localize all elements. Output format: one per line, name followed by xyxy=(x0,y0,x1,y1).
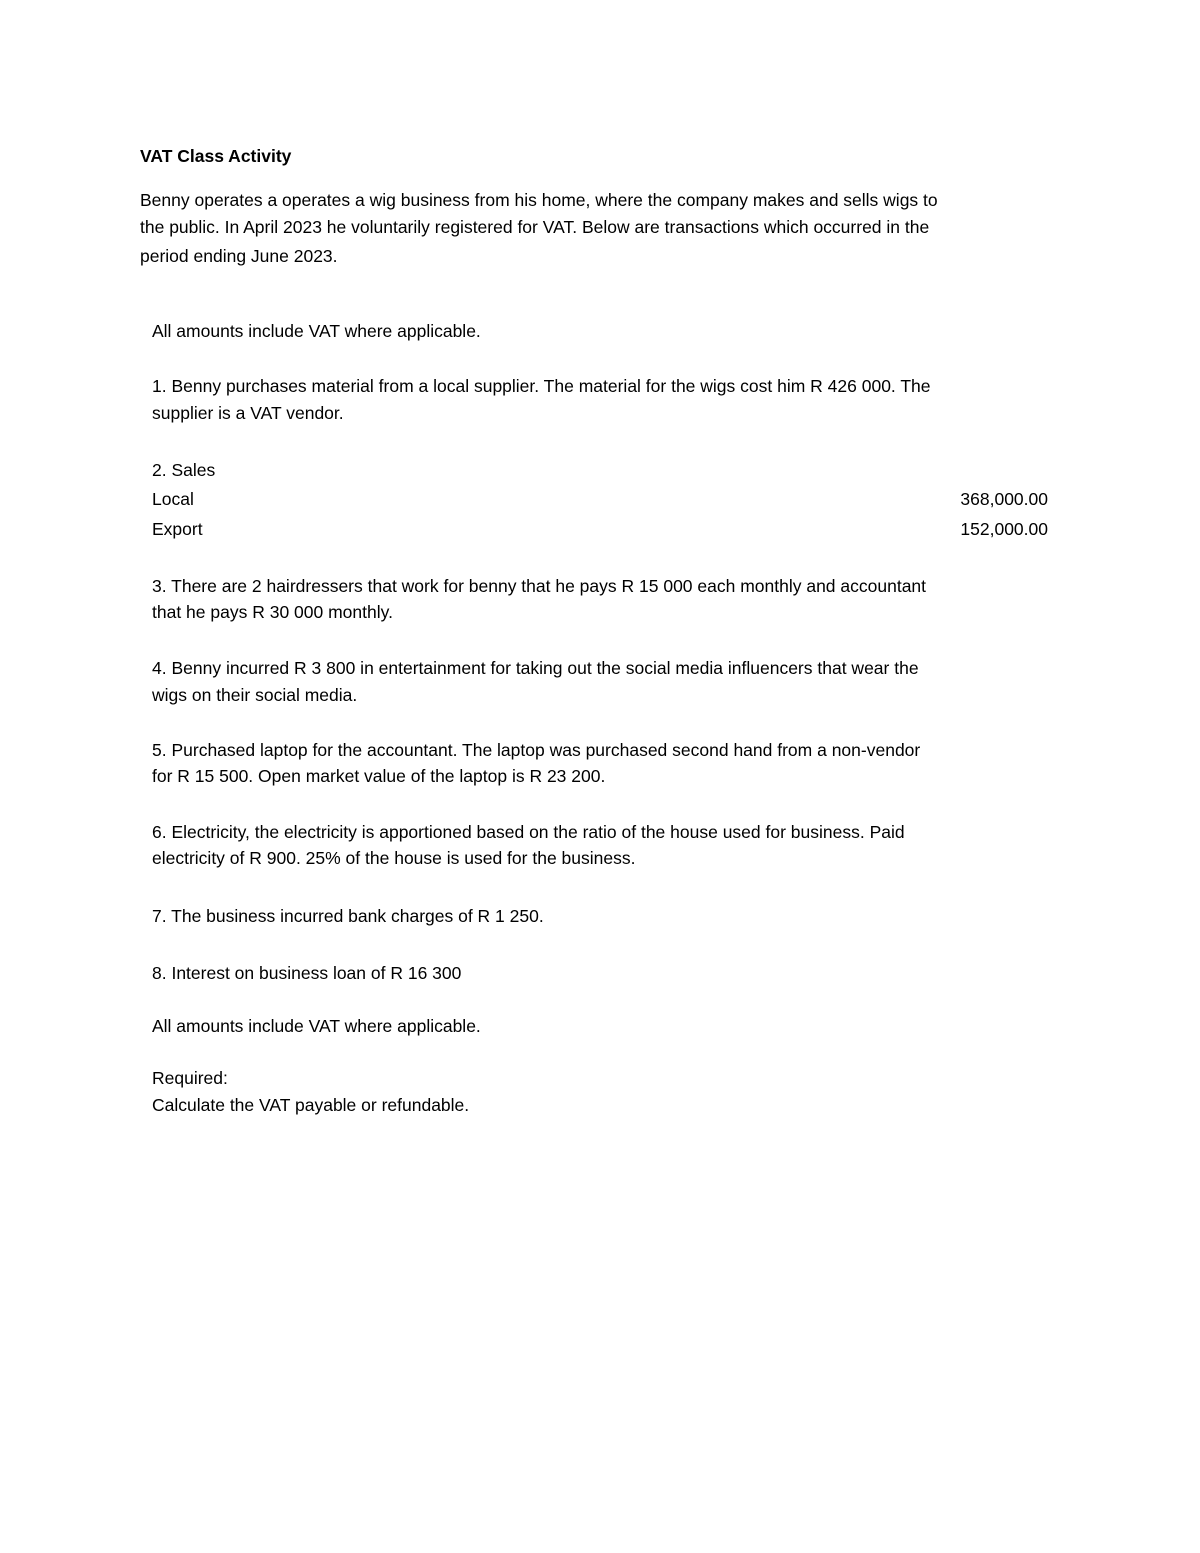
item-8: 8. Interest on business loan of R 16 300 xyxy=(152,963,462,983)
intro-line-1: Benny operates a operates a wig business from his home, where the company makes and sells wigs to xyxy=(140,190,938,210)
item-5-line-2: for R 15 500. Open market value of the laptop is R 23 200. xyxy=(152,766,606,786)
required-text: Calculate the VAT payable or refundable. xyxy=(152,1095,470,1115)
item-7: 7. The business incurred bank charges of R 1 250. xyxy=(152,906,544,926)
note-top: All amounts include VAT where applicable. xyxy=(152,321,481,341)
item-4-line-2: wigs on their social media. xyxy=(152,685,358,705)
sales-export-label: Export xyxy=(152,519,203,539)
sales-export-amount: 152,000.00 xyxy=(960,519,1048,539)
item-6-line-1: 6. Electricity, the electricity is apportioned based on the ratio of the house used for business. Paid xyxy=(152,822,905,842)
sales-local-label: Local xyxy=(152,489,194,509)
item-4-line-1: 4. Benny incurred R 3 800 in entertainment for taking out the social media influencers that wear the xyxy=(152,658,919,678)
document-title: VAT Class Activity xyxy=(140,146,292,166)
sales-local-amount: 368,000.00 xyxy=(960,489,1048,509)
required-label: Required: xyxy=(152,1068,228,1088)
item-5-line-1: 5. Purchased laptop for the accountant. The laptop was purchased second hand from a non-vendor xyxy=(152,740,921,760)
item-3-line-1: 3. There are 2 hairdressers that work for benny that he pays R 15 000 each monthly and accountant xyxy=(152,576,927,596)
item-1-line-2: supplier is a VAT vendor. xyxy=(152,403,344,423)
item-2-heading: 2. Sales xyxy=(152,460,216,480)
item-6-line-2: electricity of R 900. 25% of the house is used for the business. xyxy=(152,848,636,868)
item-1-line-1: 1. Benny purchases material from a local supplier. The material for the wigs cost him R 426 000. The xyxy=(152,376,931,396)
intro-line-2: the public. In April 2023 he voluntarily registered for VAT. Below are transactions which occurred in the xyxy=(140,217,930,237)
intro-line-3: period ending June 2023. xyxy=(140,246,338,266)
item-3-line-2: that he pays R 30 000 monthly. xyxy=(152,602,393,622)
note-bottom: All amounts include VAT where applicable. xyxy=(152,1016,481,1036)
